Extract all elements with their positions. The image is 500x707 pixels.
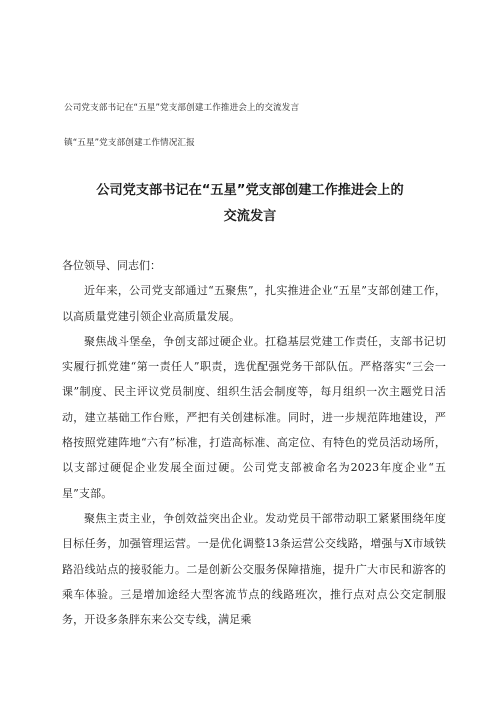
- document-title-line-2: 交流发言: [223, 209, 277, 224]
- toc-entry-2[interactable]: 镇“五星”党支部创建工作情况汇报: [64, 138, 195, 148]
- paragraph-2: 聚焦战斗堡垒，争创支部过硬企业。扛稳基层党建工作责任，支部书记切实履行抓党建“第一责任人”职责，选优配强党务干部队伍。严格落实“三会一课”制度、民主评议党员制度、组织生活会制度等，每月组织一次主题党日活动，建立基础工作台账，严把有关创建标准。同时，进一步规范阵地建设，严格按照党建阵地“六有”标准，打造高标准、高定位、有特色的党员活动场所，以支部过硬促企业发展全面过硬。公司党支部被命名为2023年度企业“五星”支部。: [62, 334, 446, 500]
- paragraph-1: 近年来，公司党支部通过“五聚焦”，扎实推进企业“五星”支部创建工作，以高质量党建引领企业高质量发展。: [62, 284, 446, 323]
- document-body: [62, 253, 446, 632]
- document-title-line-1: 公司党支部书记在“五星”党支部创建工作推进会上的: [96, 183, 404, 198]
- salutation: 各位领导、同志们：: [62, 259, 161, 272]
- toc-entry-1[interactable]: 公司党支部书记在“五星”党支部创建工作推进会上的交流发言: [64, 103, 300, 113]
- paragraph-3: 聚焦主责主业，争创效益突出企业。发动党员干部带动职工紧紧围绕年度目标任务，加强管理运营。一是优化调整13条运营公交线路，增强与X市域铁路沿线站点的接驳能力。二是创新公交服务保障措施，提升广大市民和游客的乘车体验。三是增加途经大型客流节点的线路班次，推行点对点公交定制服务，开设多条胖东来公交专线，满足乘: [62, 511, 446, 627]
